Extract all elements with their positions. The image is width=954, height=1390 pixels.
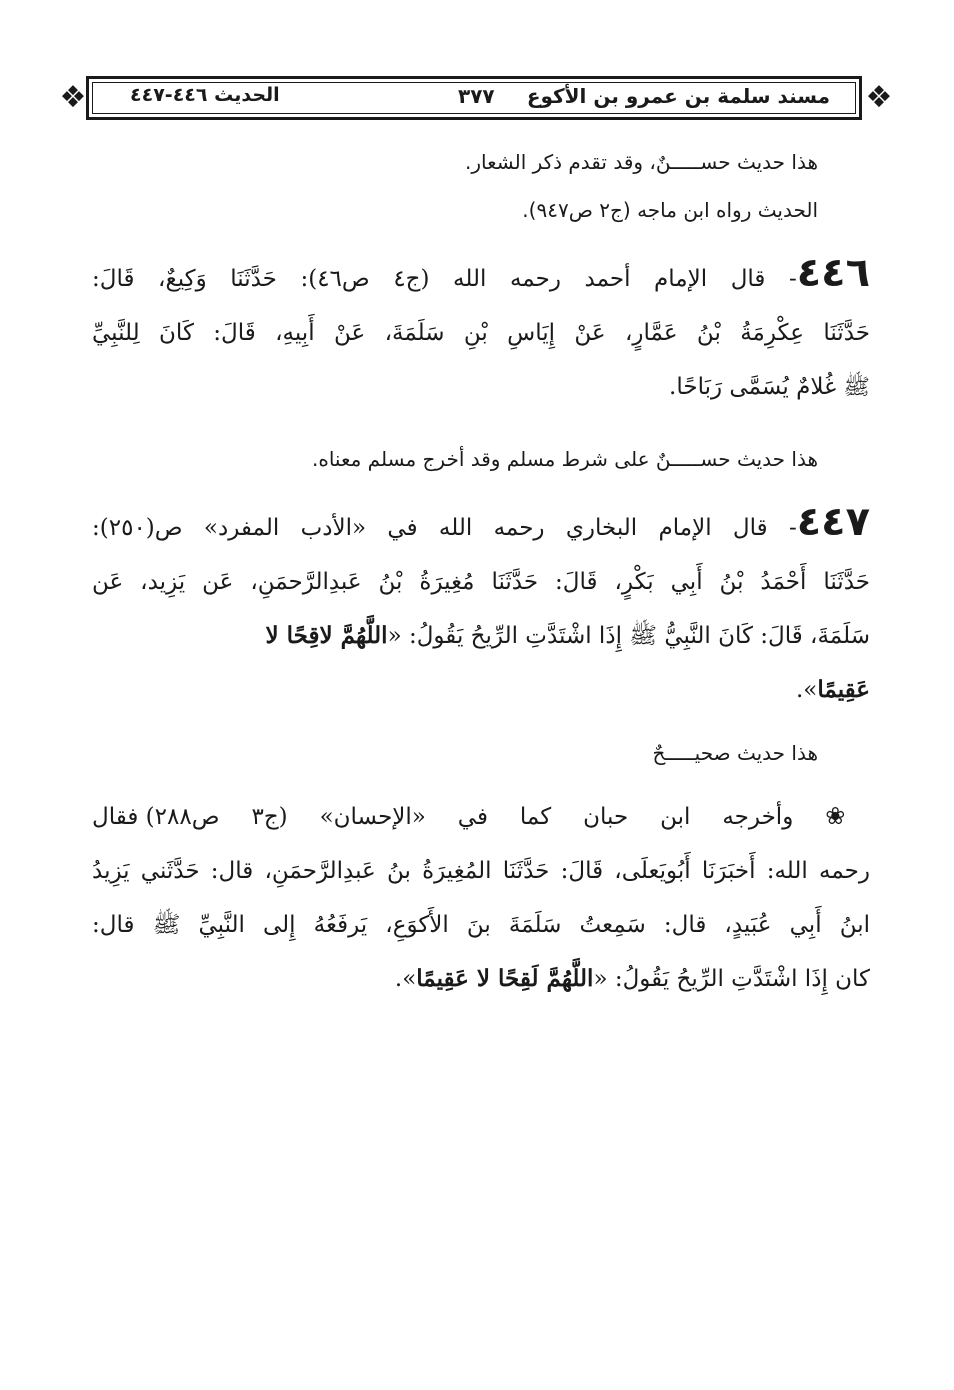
hadith-446-intro: - قال الإمام أحمد رحمه الله (ج٤ ص٤٦): حَدَّثَنَا وَكِيعٌ، قَالَ:: [92, 266, 797, 292]
ihsan-line-4-end: ».: [394, 966, 417, 992]
hadith-446-line-1: [92, 246, 870, 306]
page-number: ٣٧٧: [458, 84, 495, 108]
ihsan-line-4: [92, 952, 870, 1006]
hadith-447-dua-2: عَقِيمًا: [817, 676, 870, 703]
hadith-447-dua-1: اللَّهُمَّ لاقِحًا لا: [265, 622, 388, 649]
page-header: [58, 72, 894, 128]
ihsan-line-1: [92, 789, 870, 844]
ihsan-line-3: ابنُ أَبِي عُبَيدٍ، قال: سَمِعتُ سَلَمَةَ بنَ الأَكوَعِ، يَرفَعُهُ إِلى النَّبِيِّ ﷺ قال:: [92, 912, 870, 938]
hadith-447-line-3-text: سَلَمَةَ، قَالَ: كَانَ النَّبِيُّ ﷺ إِذَا اشْتَدَّتِ الرِّيحُ يَقُولُ: «: [387, 623, 870, 649]
hadith-447-line-4: [92, 663, 870, 717]
ornament-right-icon: ❖: [865, 80, 893, 115]
hadith-447-line-2: حَدَّثَنَا أَحْمَدُ بْنُ أَبِي بَكْرٍ، قَالَ: حَدَّثَنَا مُغِيرَةُ بْنُ عَبدِالرَّحمَنِ، عَن يَزِيد، عَن: [92, 569, 870, 595]
note-1a: هذا حديث حســـــنٌ، وقد تقدم ذكر الشعار.: [465, 150, 818, 174]
ihsan-dua: اللَّهُمَّ لَقِحًا لا عَقِيمًا: [416, 965, 594, 992]
hadith-447-line-1: [92, 495, 870, 555]
ibn-hibban-narration: [92, 789, 870, 1006]
hadith-447-line-3: [92, 609, 870, 663]
hadith-447-line-4-end: ».: [796, 677, 818, 703]
hadith-447: [92, 495, 870, 717]
hadith-range: الحديث ٤٤٦-٤٤٧: [130, 84, 280, 106]
hadith-447-number: ٤٤٧: [796, 499, 870, 545]
flower-icon: ❀: [825, 802, 870, 830]
ihsan-line-1-text: وأخرجه ابن حبان كما في «الإحسان» (ج٣ ص٢٨٨) فقال: [92, 804, 794, 830]
hadith-446-line-3-text: غُلامٌ يُسَمَّى رَبَاحًا.: [669, 374, 837, 400]
running-title: مسند سلمة بن عمرو بن الأكوع: [526, 84, 830, 108]
hadith-446-line-2: حَدَّثَنَا عِكْرِمَةُ بْنُ عَمَّارٍ، عَنْ إِيَاسِ بْنِ سَلَمَةَ، عَنْ أَبِيهِ، قَالَ: كَانَ لِلنَّبِيِّ: [92, 320, 870, 346]
hadith-447-intro: - قال الإمام البخاري رحمه الله في «الأدب المفرد» ص(٢٥٠):: [92, 515, 797, 541]
note-2: هذا حديث حســـــنٌ على شرط مسلم وقد أخرج مسلم معناه.: [311, 447, 818, 471]
ihsan-line-4-text: كان إِذَا اشْتَدَّتِ الرِّيحُ يَقُولُ: «: [593, 966, 870, 992]
note-3: هذا حديث صحيـــــحٌ: [652, 741, 818, 765]
page-body: [92, 138, 870, 1006]
hadith-446: [92, 246, 870, 415]
hadith-446-line-3: [92, 360, 870, 415]
ornament-left-icon: ❖: [59, 80, 87, 115]
ihsan-line-2: رحمه الله: أَخبَرَنَا أَبُويَعلَى، قَالَ: حَدَّثَنَا المُغِيرَةُ بنُ عَبدِالرَّحمَنِ، قال: حَدَّثَني يَزِيدُ: [92, 858, 870, 884]
note-1b: الحديث رواه ابن ماجه (ج٢ ص٩٤٧).: [522, 198, 818, 222]
hadith-446-number: ٤٤٦: [796, 250, 870, 296]
salawat-symbol: ﷺ: [843, 375, 870, 400]
